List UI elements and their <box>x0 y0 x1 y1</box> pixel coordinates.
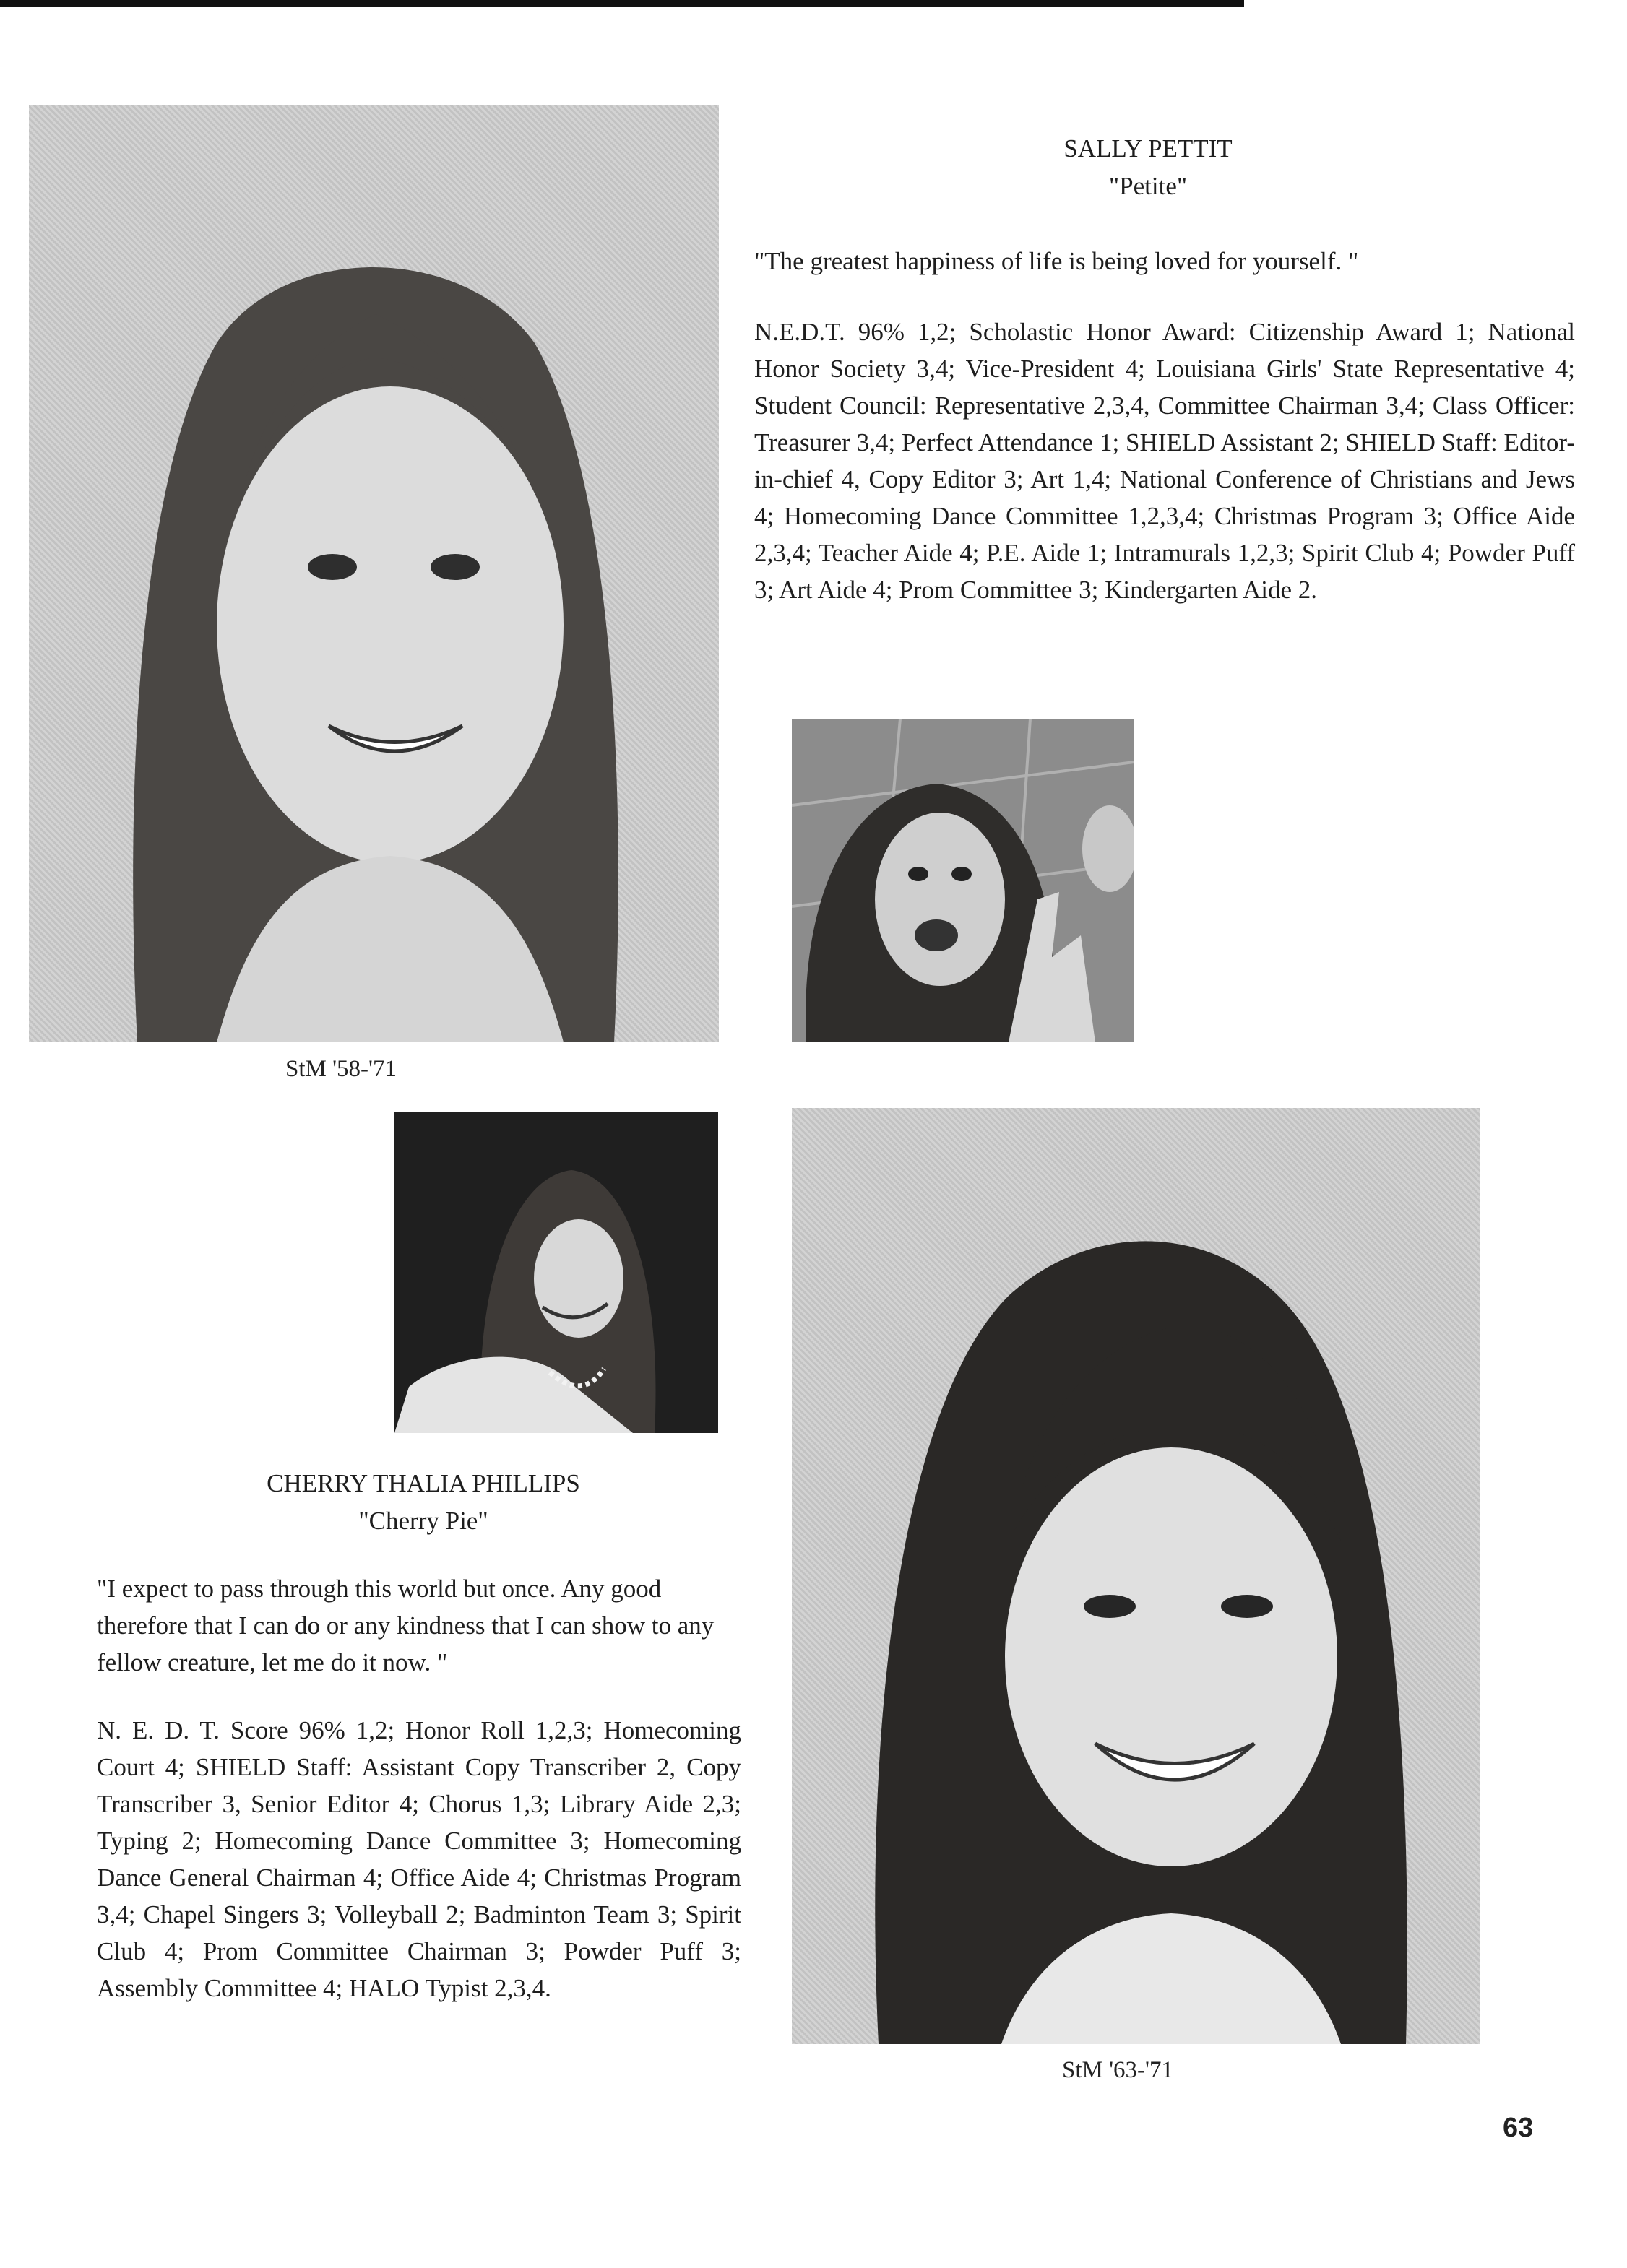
portrait-photo-cherry-phillips <box>792 1108 1480 2044</box>
candid-photo-sally-pettit <box>792 719 1134 1042</box>
quote-cherry-phillips: "I expect to pass through this world but once. Any good therefore that I can do or any kindness that I can show to any fellow creature, let me do it now. " <box>97 1575 715 1676</box>
student-name-sally-pettit: SALLY PETTIT <box>1063 134 1233 163</box>
portrait-photo-sally-pettit <box>29 105 719 1042</box>
quote-sally-pettit: "The greatest happiness of life is being loved for yourself. " <box>754 247 1359 275</box>
activities-sally-pettit: N.E.D.T. 96% 1,2; Scholastic Honor Award: Citizenship Award 1; National Honor Society 3,4; Vice-President 4; Louisiana Girls' State Representative 4; Student Council: Representative 2,3,4, Committee Chairman 3,4; Class Officer: Treasurer 3,4; Perfect Attendance 1; SHIELD Assistant 2; SHIELD Staff: Editor-in-chief 4, Copy Editor 3; Art 1,4; National Conference of Christians and Jews 4; Homecoming Dance Committee 1,2,3,4; Christmas Program 3; Office Aide 2,3,4; Teacher Aide 4; P.E. Aide 1; Intramurals 1,2,3; Spirit Club 4; Powder Puff 3; Art Aide 4; Prom Committee 3; Kindergarten Aide 2. <box>754 318 1575 604</box>
candid-photo-cherry-phillips <box>394 1112 718 1433</box>
activities-cherry-phillips: N. E. D. T. Score 96% 1,2; Honor Roll 1,2,3; Homecoming Court 4; SHIELD Staff: Assistant Copy Transcriber 2, Copy Transcriber 3, Senior Editor 4; Chorus 1,3; Library Aide 2,3; Typing 2; Homecoming Dance Committee 3; Homecoming Dance General Chairman 4; Office Aide 4; Christmas Program 3,4; Chapel Singers 3; Volleyball 2; Badminton Team 3; Spirit Club 4; Prom Committee Chairman 3; Powder Puff 3; Assembly Committee 4; HALO Typist 2,3,4. <box>97 1716 741 2002</box>
nickname-cherry-phillips: "Cherry Pie" <box>358 1507 488 1535</box>
top-border <box>0 0 1244 7</box>
page-number: 63 <box>1503 2113 1534 2143</box>
student-name-cherry-phillips: CHERRY THALIA PHILLIPS <box>267 1469 580 1497</box>
nickname-sally-pettit: "Petite" <box>1108 172 1188 200</box>
years-caption-cherry-phillips: StM '63-'71 <box>1062 2057 1173 2083</box>
years-caption-sally-pettit: StM '58-'71 <box>285 1056 397 1082</box>
